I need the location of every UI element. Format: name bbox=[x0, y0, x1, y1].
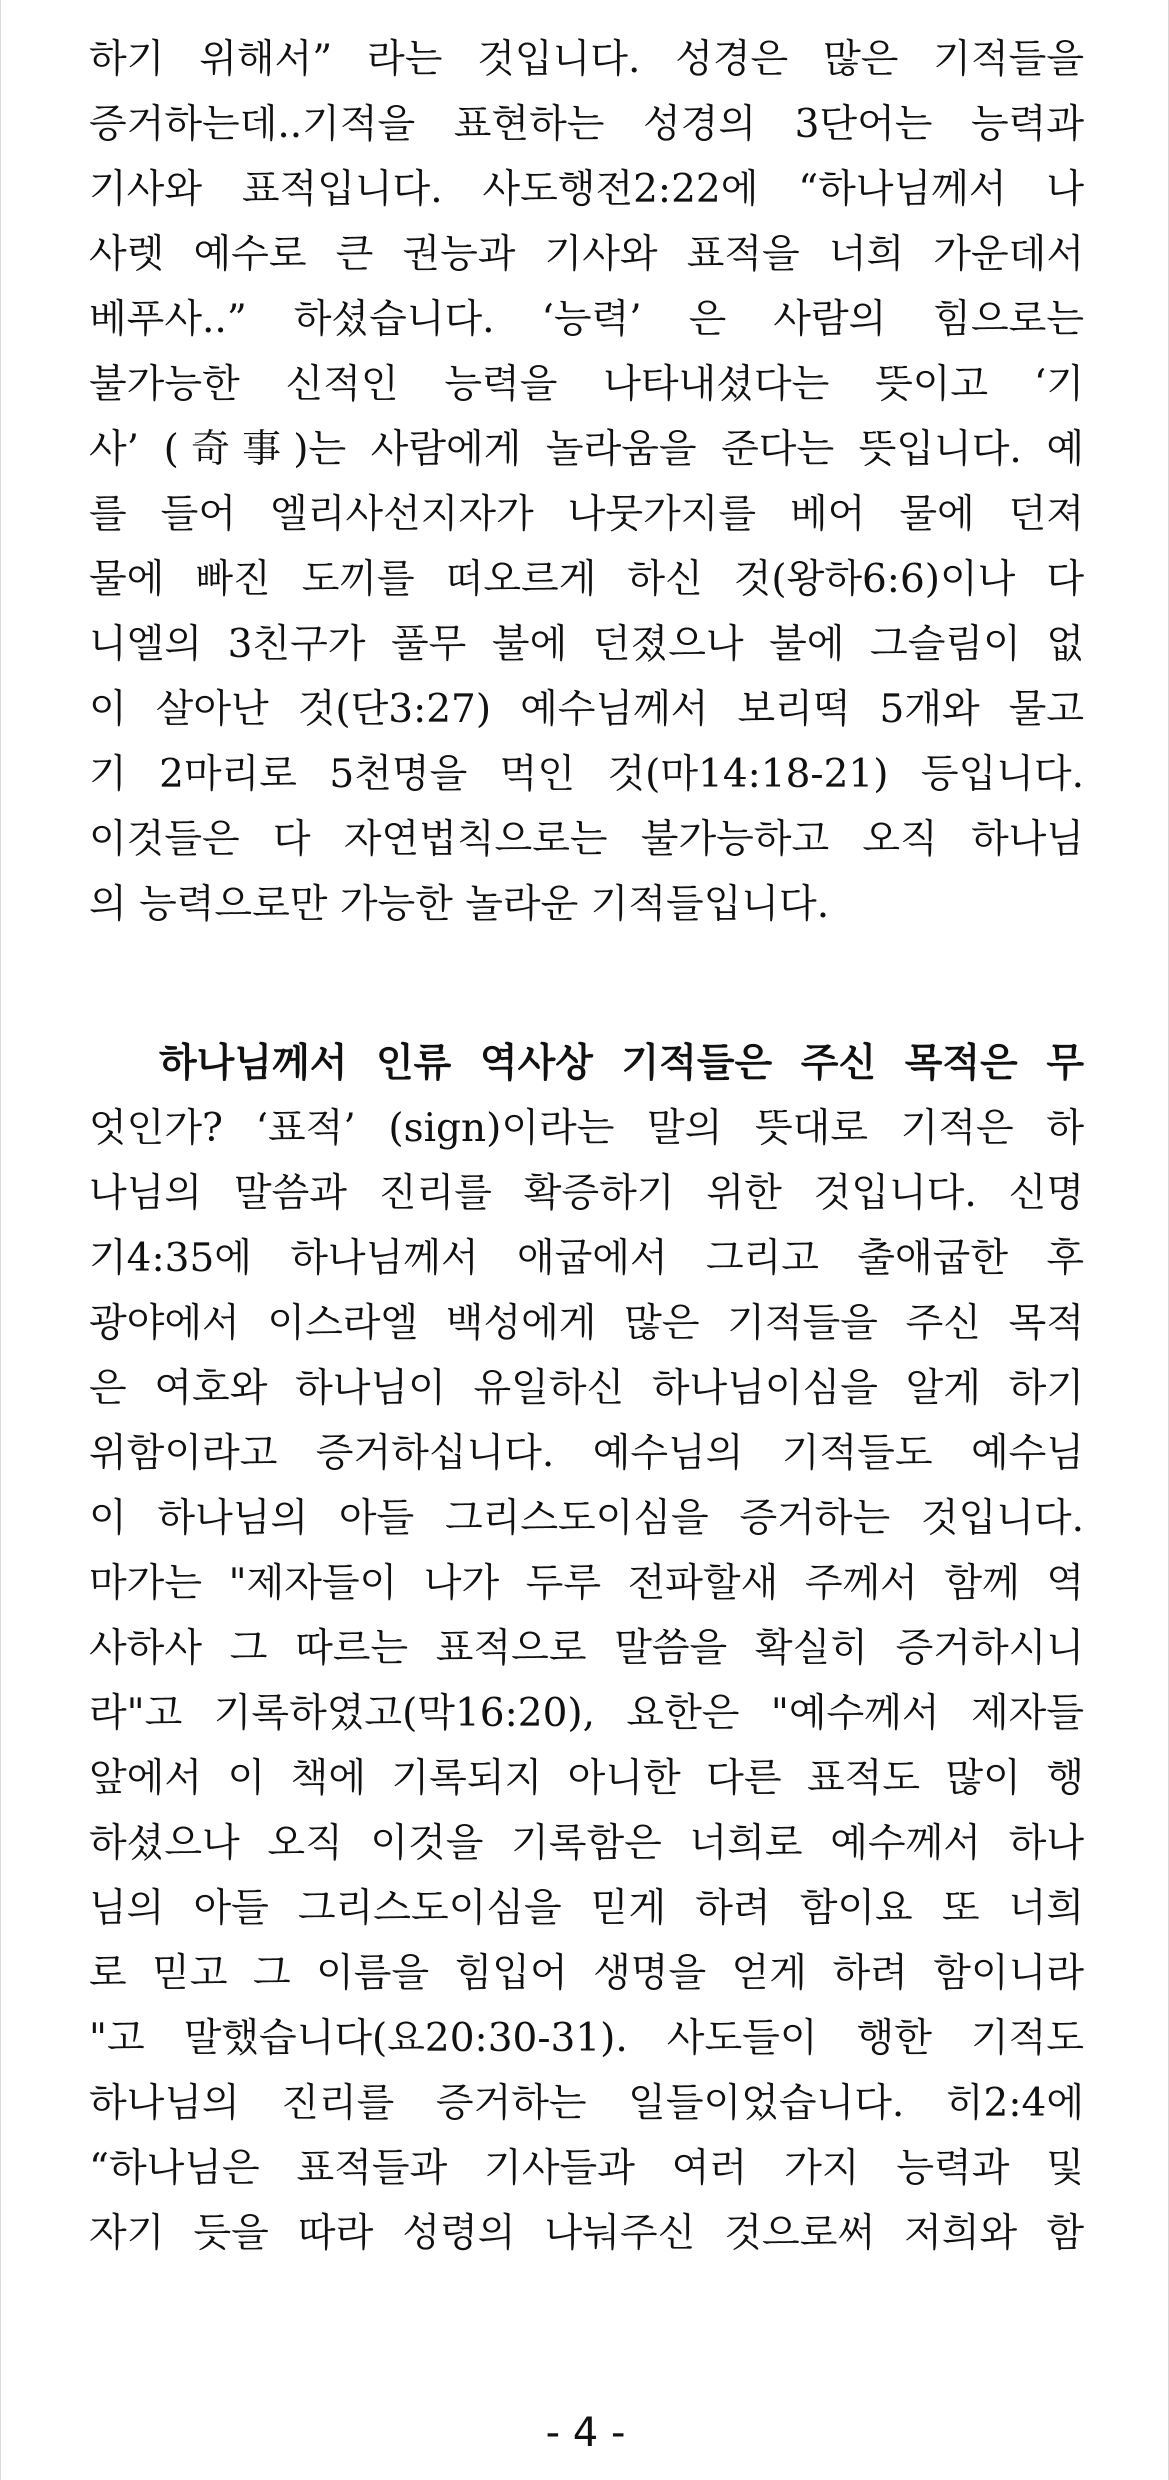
text-line: 하나님의 진리를 증거하는 일들이었습니다. 히2:4에 bbox=[89, 2081, 1084, 2126]
text-line: 라"고 기록하였고(막16:20), 요한은 "예수께서 제자들 bbox=[89, 1691, 1084, 1736]
text-line: 님의 아들 그리스도이심을 믿게 하려 함이요 또 너희 bbox=[89, 1886, 1084, 1931]
text-line: “하나님은 표적들과 기사들과 여러 가지 능력과 및 bbox=[89, 2146, 1084, 2191]
text-line: 위함이라고 증거하십니다. 예수님의 기적들도 예수님 bbox=[89, 1431, 1084, 1476]
text-line: 마가는 "제자들이 나가 두루 전파할새 주께서 함께 역 bbox=[89, 1561, 1084, 1606]
text-line: 하기 위해서” 라는 것입니다. 성경은 많은 기적들을 bbox=[89, 37, 1084, 82]
text-line: 이 살아난 것(단3:27) 예수님께서 보리떡 5개와 물고 bbox=[89, 687, 1084, 732]
text-line: 기4:35에 하나님께서 애굽에서 그리고 출애굽한 후 bbox=[89, 1236, 1084, 1281]
text-line: 의 능력으로만 가능한 놀라운 기적들입니다. bbox=[89, 882, 830, 927]
text-line: 불가능한 신적인 능력을 나타내셨다는 뜻이고 ‘기 bbox=[89, 362, 1084, 407]
text-line-heading: 하나님께서 인류 역사상 기적들은 주신 목적은 무 bbox=[159, 1040, 1084, 1086]
text-line: 기 2마리로 5천명을 먹인 것(마14:18-21) 등입니다. bbox=[89, 752, 1084, 797]
text-line: 이 하나님의 아들 그리스도이심을 증거하는 것입니다. bbox=[89, 1496, 1084, 1541]
text-line: 베푸사..” 하셨습니다. ‘능력’ 은 사람의 힘으로는 bbox=[89, 297, 1084, 342]
text-line: 하셨으나 오직 이것을 기록함은 너희로 예수께서 하나 bbox=[89, 1821, 1084, 1866]
text-line: 기사와 표적입니다. 사도행전2:22에 “하나님께서 나 bbox=[89, 167, 1084, 212]
text-line: 로 믿고 그 이름을 힘입어 생명을 얻게 하려 함이니라 bbox=[89, 1951, 1084, 1996]
text-line: 이것들은 다 자연법칙으로는 불가능하고 오직 하나님 bbox=[89, 817, 1084, 862]
text-line: 자기 듯을 따라 성령의 나눠주신 것으로써 저희와 함 bbox=[89, 2211, 1084, 2256]
text-line: 광야에서 이스라엘 백성에게 많은 기적들을 주신 목적 bbox=[89, 1301, 1084, 1346]
text-line: 은 여호와 하나님이 유일하신 하나님이심을 알게 하기 bbox=[89, 1366, 1084, 1411]
text-line: 앞에서 이 책에 기록되지 아니한 다른 표적도 많이 행 bbox=[89, 1756, 1084, 1801]
text-line: "고 말했습니다(요20:30-31). 사도들이 행한 기적도 bbox=[89, 2016, 1084, 2061]
text-line: 엇인가? ‘표적’ (sign)이라는 말의 뜻대로 기적은 하 bbox=[89, 1106, 1084, 1151]
text-line: 물에 빠진 도끼를 떠오르게 하신 것(왕하6:6)이나 다 bbox=[89, 557, 1084, 602]
text-line: 사하사 그 따르는 표적으로 말씀을 확실히 증거하시니 bbox=[89, 1626, 1084, 1671]
text-line: 증거하는데..기적을 표현하는 성경의 3단어는 능력과 bbox=[89, 102, 1084, 147]
text-line: 사’ (奇事)는 사람에게 놀라움을 준다는 뜻입니다. 예 bbox=[89, 427, 1084, 472]
text-line: 나님의 말씀과 진리를 확증하기 위한 것입니다. 신명 bbox=[89, 1171, 1084, 1216]
page-number: - 4 - bbox=[545, 2410, 626, 2456]
text-line: 니엘의 3친구가 풀무 불에 던졌으나 불에 그슬림이 없 bbox=[89, 622, 1084, 667]
text-line: 를 들어 엘리사선지자가 나뭇가지를 베어 물에 던져 bbox=[89, 492, 1084, 537]
text-line: 사렛 예수로 큰 권능과 기사와 표적을 너희 가운데서 bbox=[89, 232, 1084, 277]
